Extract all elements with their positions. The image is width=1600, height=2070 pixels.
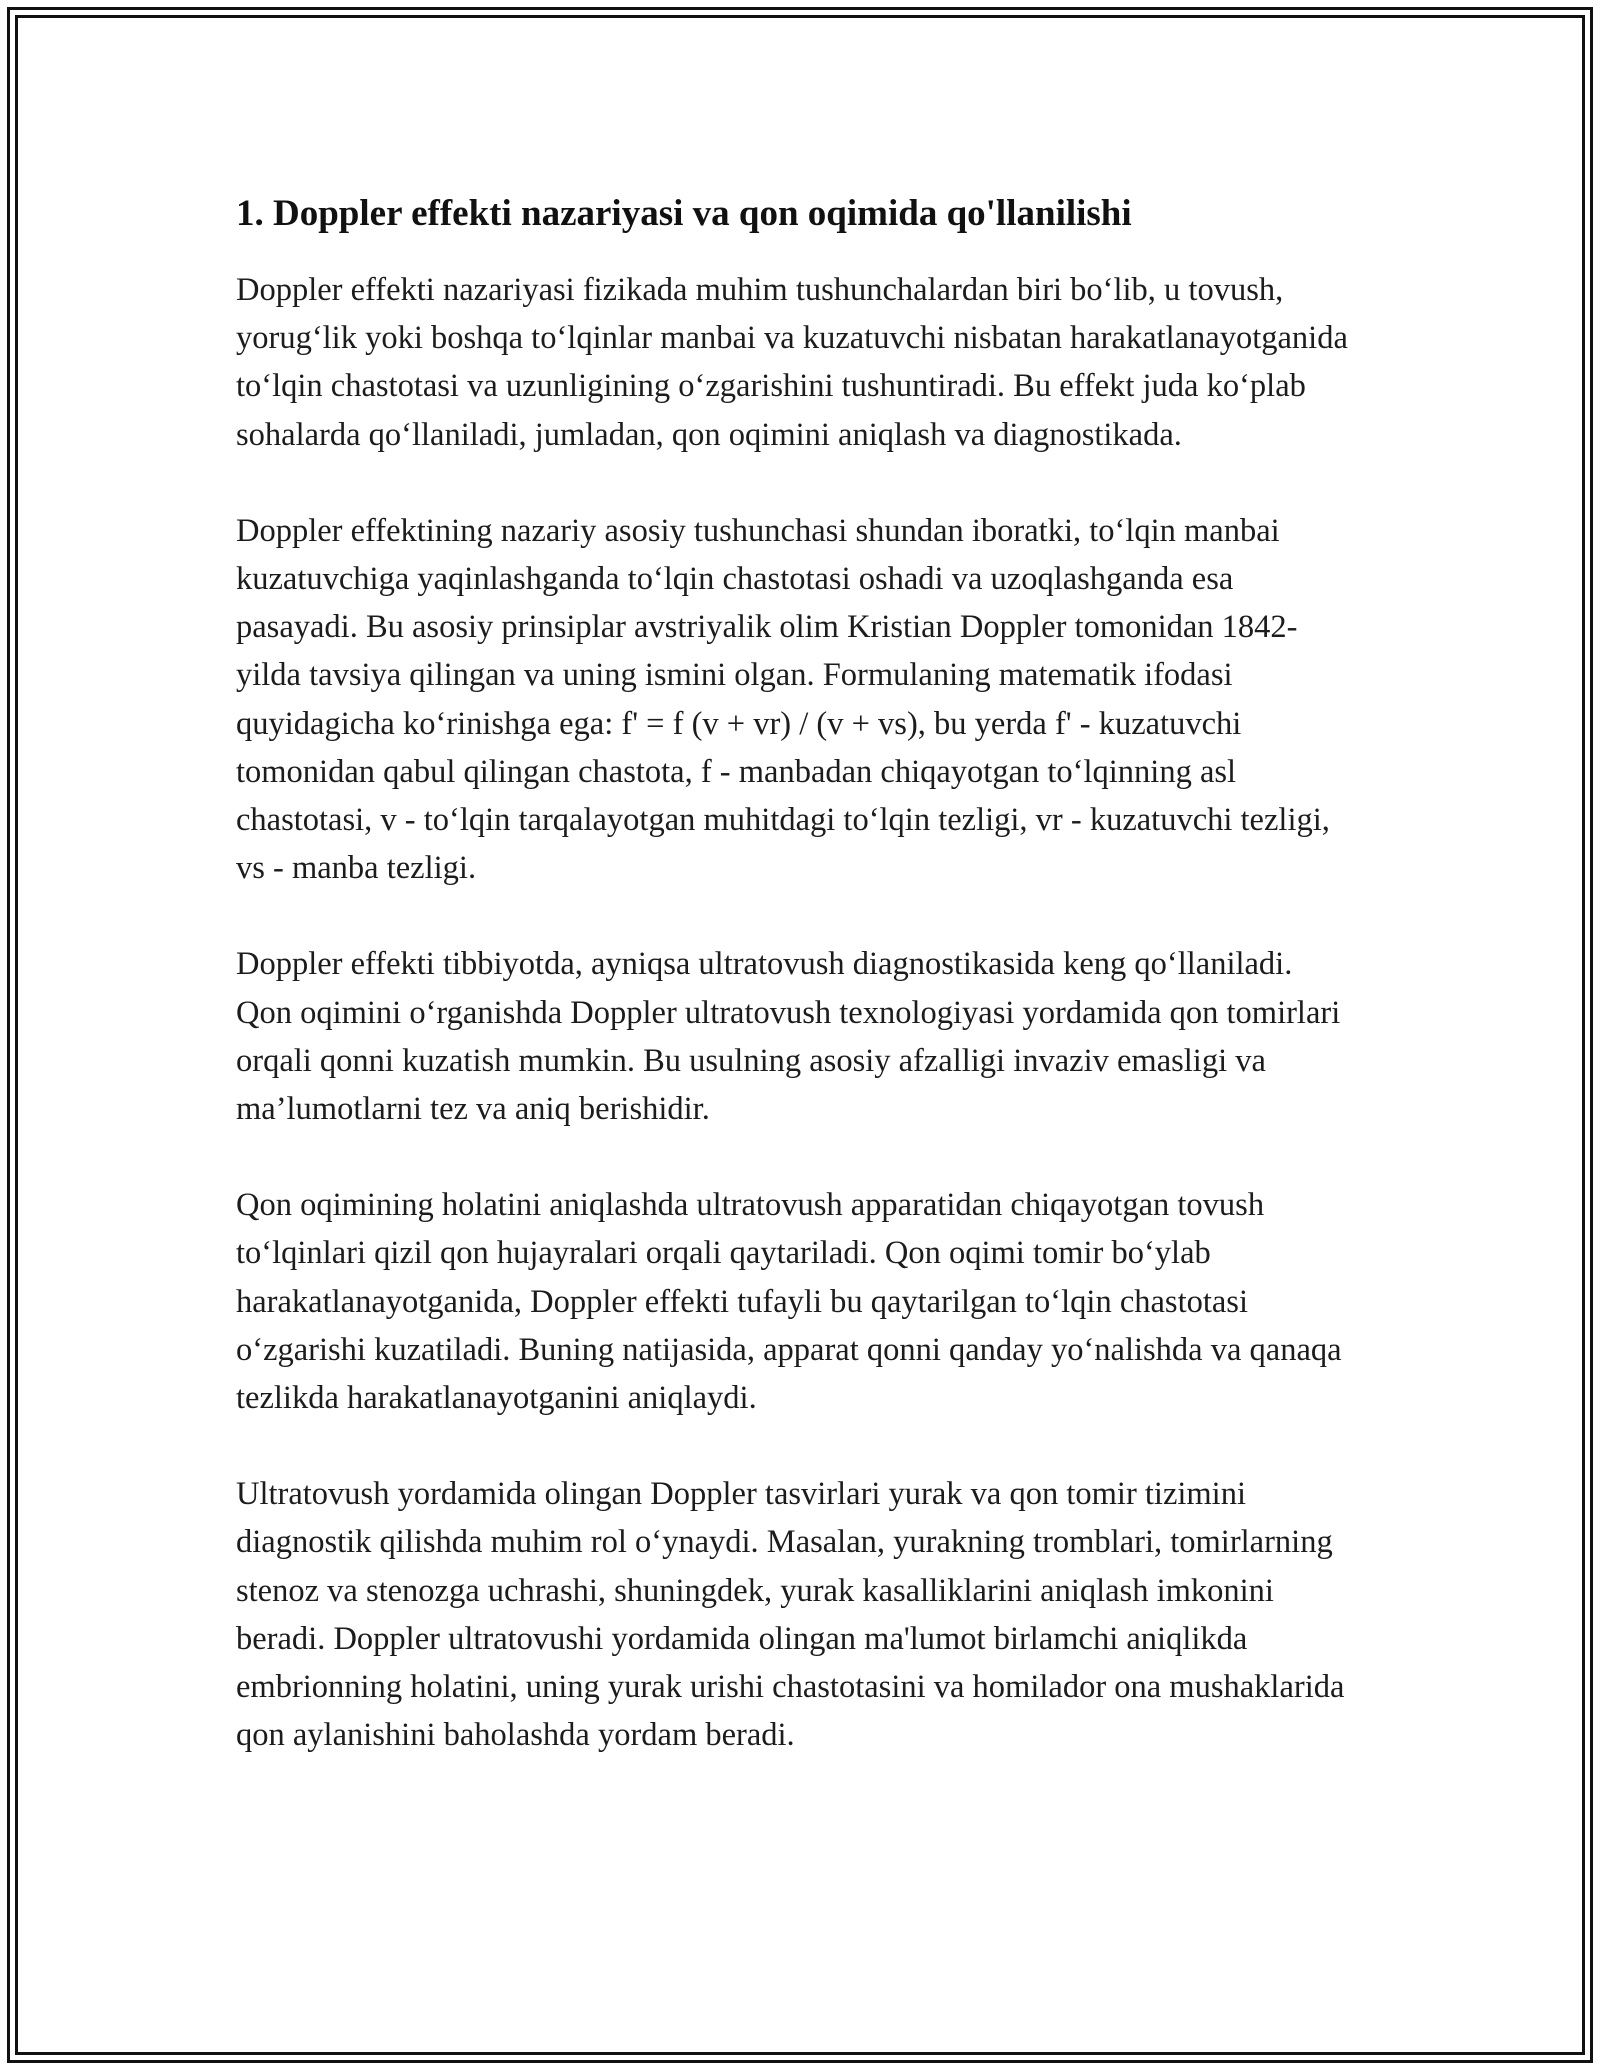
paragraph-1: Doppler effekti nazariyasi fizikada muhim tushunchalardan biri bo‘lib, u tovush, yorug‘lik yoki boshqa to‘lqinlar manbai va kuzatuvchi nisbatan harakatlanayotganida to‘lqin chastotasi va uzunligining o‘zgarishini tushuntiradi. Bu effekt juda ko‘plab sohalarda qo‘llaniladi, jumladan, qon oqimini aniqlash va diagnostikada. (236, 272, 1348, 453)
paragraph-2: Doppler effektining nazariy asosiy tushunchasi shundan iboratki, to‘lqin manbai kuzatuvchiga yaqinlashganda to‘lqin chastotasi oshadi va uzoqlashganda esa pasayadi. Bu asosiy prinsiplar avstriyalik olim Kristian Doppler tomonidan 1842-yilda tavsiya qilingan va uning ismini olgan. Formulaning matematik ifodasi quyidagicha ko‘rinishga ega: f' = f (v + vr) / (v + vs), bu yerda f' - kuzatuvchi tomonidan qabul qilingan chastota, f - manbadan chiqayotgan to‘lqinning asl chastotasi, v - to‘lqin tarqalayotgan muhitdagi to‘lqin tezligi, vr - kuzatuvchi tezligi, vs - manba tezligi. (236, 512, 1330, 887)
paragraph-4: Qon oqimining holatini aniqlashda ultratovush apparatidan chiqayotgan tovush to‘lqinlari qizil qon hujayralari orqali qaytariladi. Qon oqimi tomir bo‘ylab harakatlanayotganida, Doppler effekti tufayli bu qaytarilgan to‘lqin chastotasi o‘zgarishi kuzatiladi. Buning natijasida, apparat qonni qanday yo‘nalishda va qanaqa tezlikda harakatlanayotganini aniqlaydi. (236, 1187, 1342, 1417)
section-heading: 1. Doppler effekti nazariyasi va qon oqimida qo'llanilishi (236, 193, 1132, 234)
document-body (236, 186, 1356, 1807)
paragraph-3: Doppler effekti tibbiyotda, ayniqsa ultratovush diagnostikasida keng qo‘llaniladi. Qon oqimini o‘rganishda Doppler ultratovush texnologiyasi yordamida qon tomirlari orqali qonni kuzatish mumkin. Bu usulning asosiy afzalligi invaziv emasligi va ma’lumotlarni tez va aniq berishidir. (236, 946, 1341, 1128)
paragraph-5: Ultratovush yordamida olingan Doppler tasvirlari yurak va qon tomir tizimini diagnostik qilishda muhim rol o‘ynaydi. Masalan, yurakning tromblari, tomirlarning stenoz va stenozga uchrashi, shuningdek, yurak kasalliklarini aniqlash imkonini beradi. Doppler ultratovushi yordamida olingan ma'lumot birlamchi aniqlikda embrionning holatini, uning yurak urishi chastotasini va homilador ona mushaklarida qon aylanishini baholashda yordam beradi. (236, 1476, 1345, 1754)
